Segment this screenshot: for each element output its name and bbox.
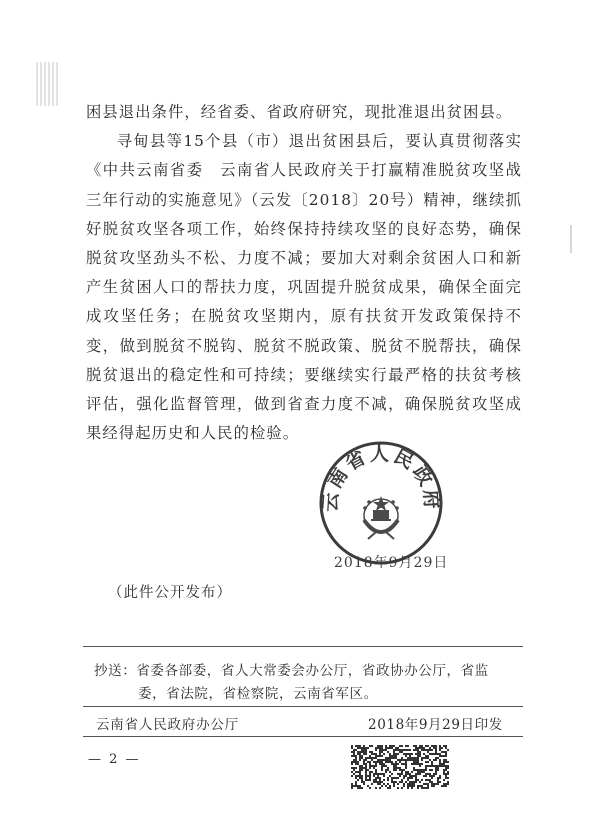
signature-date: 2018年9月29日 <box>334 555 449 571</box>
official-seal <box>318 440 444 566</box>
divider <box>83 646 523 647</box>
document-code-icon <box>351 745 449 789</box>
body-paragraph: 寻甸县等15个县（市）退出贫困县后，要认真贯彻落实《中共云南省委 云南省人民政府关于打赢精准脱贫攻坚战三年行动的实施意见》（云发〔2018〕20号）精神，继续抓好脱贫攻坚各项工作，始终保持持续攻坚的良好态势，确保脱贫攻坚劲头不松、力度不减；要加大对剩余贫困人口和新产生贫困人口的帮扶力度，巩固提升脱贫成果，确保全面完成攻坚任务；在脱贫攻坚期内，原有扶贫开发政策保持不变，做到脱贫不脱钩、脱贫不脱政策、脱贫不脱帮扶，确保脱贫退出的稳定性和可持续；要继续实行最严格的扶贫考核评估，强化监督管理，做到省查力度不减，确保脱贫攻坚成果经得起历史和人民的检验。 <box>86 132 522 443</box>
national-emblem-icon <box>363 496 399 539</box>
cc-list <box>94 660 514 706</box>
divider <box>83 706 523 707</box>
issue-date: 2018年9月29日印发 <box>368 717 503 733</box>
cc-label: 抄送： <box>94 663 137 679</box>
cc-recipients-line2: 委，省法院，省检察院，云南省军区。 <box>138 686 378 702</box>
scan-artifact-right <box>570 225 572 253</box>
issuing-office: 云南省人民政府办公厅 <box>96 717 239 733</box>
body-paragraph: 困县退出条件，经省委、省政府研究，现批准退出贫困县。 <box>86 103 513 121</box>
cc-recipients-line1: 省委各部委，省人大常委会办公厅，省政协办公厅，省监 <box>136 663 489 679</box>
page-number: — 2 — <box>88 752 141 767</box>
divider <box>83 736 523 737</box>
publication-note: （此件公开发布） <box>108 585 232 601</box>
scan-artifact <box>36 62 58 106</box>
seal-text: 云南省人民政府 <box>319 443 443 513</box>
document-body <box>86 98 522 448</box>
